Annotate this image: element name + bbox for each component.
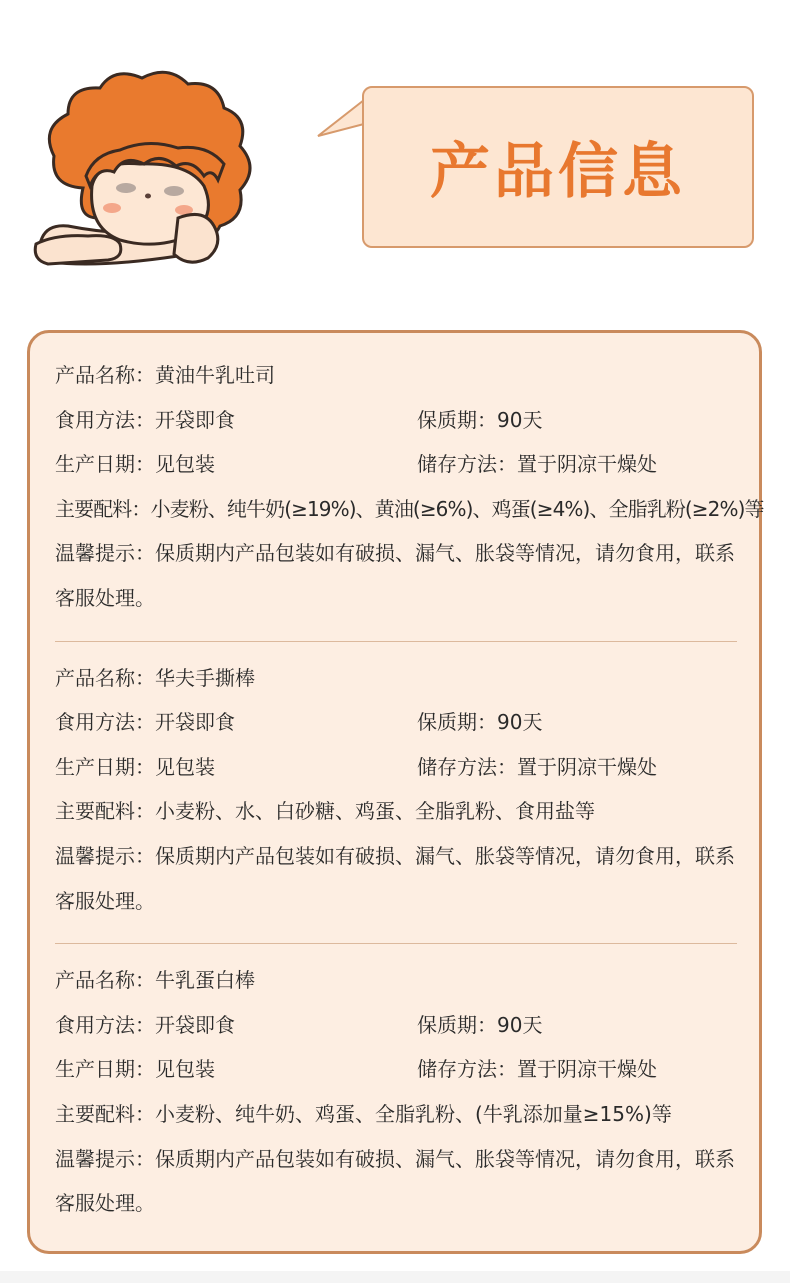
speech-bubble-tail-icon <box>316 96 368 140</box>
ingredients-value: 小麦粉、纯牛奶(≥19%)、黄油(≥6%)、鸡蛋(≥4%)、全脂乳粉(≥2%)等 <box>150 496 764 521</box>
ingredients-value: 小麦粉、纯牛奶、鸡蛋、全脂乳粉、(牛乳添加量≥15%)等 <box>155 1101 672 1126</box>
usage-shelf-row <box>55 1003 737 1048</box>
tips-row <box>55 1137 737 1226</box>
product-name-row <box>55 656 737 701</box>
ingredients-label: 主要配料： <box>55 1101 155 1126</box>
storage-value: 置于阴凉干燥处 <box>517 1057 657 1082</box>
usage-value: 开袋即食 <box>155 407 235 432</box>
shelf-life-label: 保质期： <box>417 710 497 735</box>
production-date-label: 生产日期： <box>55 754 155 779</box>
shelf-life-value: 90天 <box>497 710 543 735</box>
product-block <box>55 943 737 1226</box>
tips-label: 温馨提示： <box>55 541 155 566</box>
date-storage-row <box>55 745 737 790</box>
tips-label: 温馨提示： <box>55 1146 155 1171</box>
product-name-value: 牛乳蛋白棒 <box>155 968 255 993</box>
usage-value: 开袋即食 <box>155 710 235 735</box>
ingredients-label: 主要配料： <box>55 496 151 521</box>
usage-shelf-row <box>55 700 737 745</box>
storage-label: 储存方法： <box>417 452 517 477</box>
usage-shelf-row <box>55 398 737 443</box>
product-name-value: 华夫手撕棒 <box>155 665 255 690</box>
shelf-life-label: 保质期： <box>417 1012 497 1037</box>
ingredients-value: 小麦粉、水、白砂糖、鸡蛋、全脂乳粉、食用盐等 <box>155 799 595 824</box>
storage-label: 储存方法： <box>417 1057 517 1082</box>
production-date-value: 见包装 <box>155 1057 215 1082</box>
shelf-life-label: 保质期： <box>417 407 497 432</box>
usage-label: 食用方法： <box>55 1012 155 1037</box>
product-name-row <box>55 353 737 398</box>
curly-hair-mascot-icon <box>28 68 278 278</box>
date-storage-row <box>55 1047 737 1092</box>
tips-value: 保质期内产品包装如有破损、漏气、胀袋等情况，请勿食用，联系客服处理。 <box>55 541 735 610</box>
shelf-life-value: 90天 <box>497 1012 543 1037</box>
usage-value: 开袋即食 <box>155 1012 235 1037</box>
product-name-label: 产品名称： <box>55 363 155 387</box>
ingredients-label: 主要配料： <box>55 799 155 824</box>
product-name-label: 产品名称： <box>55 968 155 993</box>
storage-value: 置于阴凉干燥处 <box>517 754 657 779</box>
usage-label: 食用方法： <box>55 407 155 432</box>
storage-label: 储存方法： <box>417 754 517 779</box>
ingredients-row <box>55 789 737 834</box>
product-block <box>55 353 764 621</box>
product-name-label: 产品名称： <box>55 665 155 690</box>
tips-label: 温馨提示： <box>55 843 155 868</box>
product-block <box>55 641 737 924</box>
storage-value: 置于阴凉干燥处 <box>517 452 657 477</box>
production-date-value: 见包装 <box>155 754 215 779</box>
usage-label: 食用方法： <box>55 710 155 735</box>
tips-value: 保质期内产品包装如有破损、漏气、胀袋等情况，请勿食用，联系客服处理。 <box>55 1146 735 1216</box>
production-date-value: 见包装 <box>155 452 215 477</box>
tips-value: 保质期内产品包装如有破损、漏气、胀袋等情况，请勿食用，联系客服处理。 <box>55 843 735 913</box>
production-date-label: 生产日期： <box>55 452 155 477</box>
tips-row <box>55 834 737 923</box>
tips-row <box>55 531 737 620</box>
product-info-card <box>27 330 762 1254</box>
product-name-row <box>55 958 737 1003</box>
page-title: 产品信息 <box>430 137 686 207</box>
shelf-life-value: 90天 <box>497 407 543 432</box>
production-date-label: 生产日期： <box>55 1057 155 1082</box>
product-name-value: 黄油牛乳吐司 <box>155 363 275 387</box>
ingredients-row <box>55 1092 737 1137</box>
ingredients-row <box>55 487 764 532</box>
date-storage-row <box>55 442 737 487</box>
title-bubble <box>362 86 754 248</box>
page-bottom-strip <box>0 1271 790 1283</box>
